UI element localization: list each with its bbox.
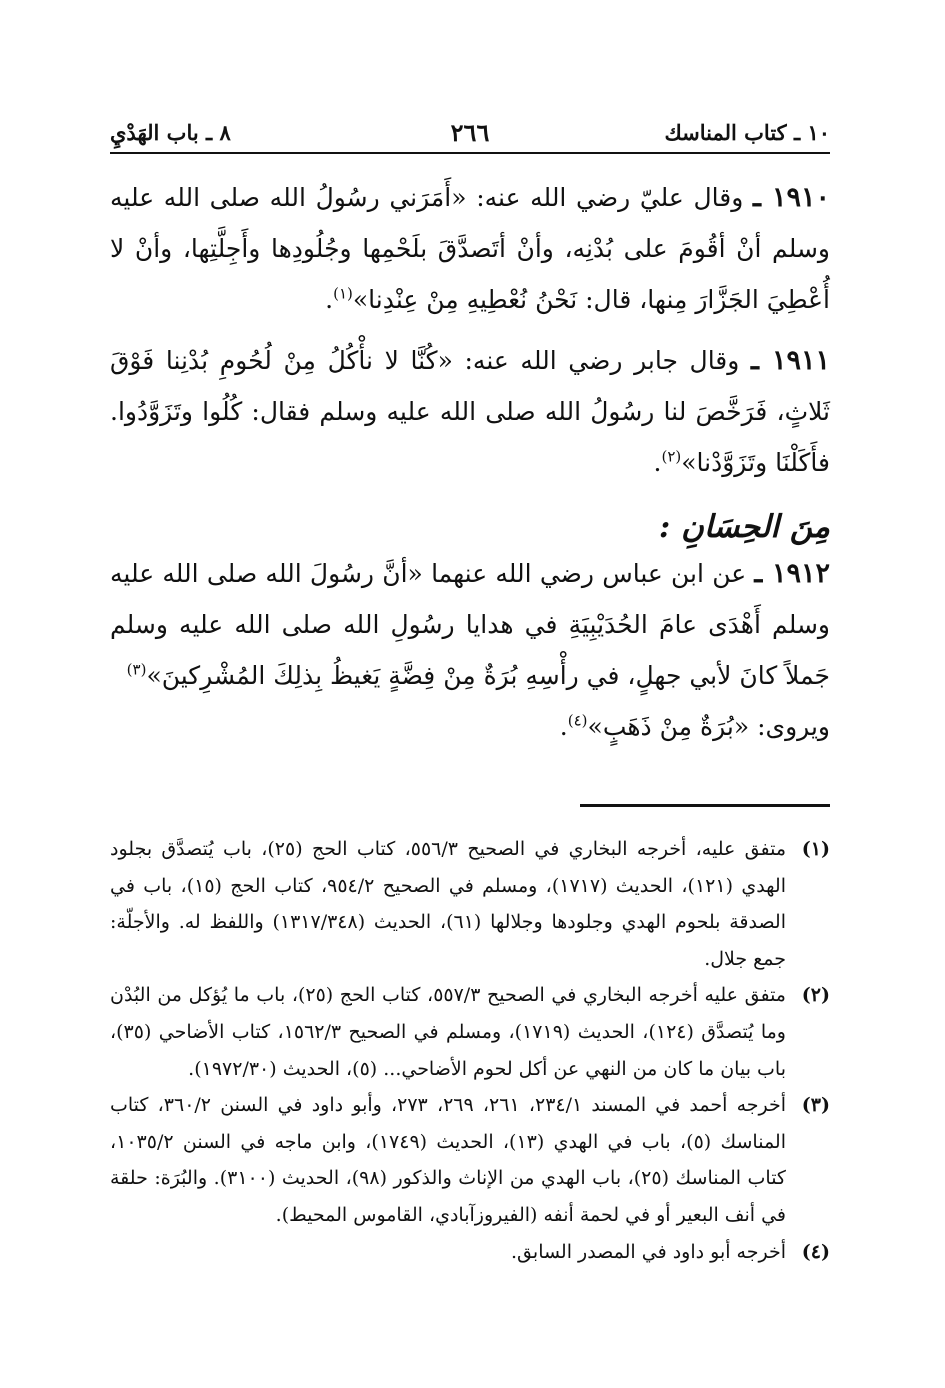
hadith-1911	[110, 335, 830, 488]
chapter-title: ١٠ ـ كتاب المناسك	[664, 120, 830, 145]
footnote-text: متفق عليه أخرجه البخاري في الصحيح ٥٥٧/٣، كتاب الحج (٢٥)، باب ما يُؤكل من البُدْن وما يُتصدَّق (١٢٤)، الحديث (١٧١٩)، ومسلم في الصحيح ١٥٦٢/٣، كتاب الأضاحي (٣٥)، باب بيان ما كان من النهي عن أكل لحوم الأضاحي... (٥)، الحديث (١٩٧٢/٣٠).	[110, 984, 786, 1080]
footnote-number: (١)	[801, 838, 830, 860]
section-heading: مِنَ الحِسَانِ :	[658, 509, 830, 545]
hadith-1912	[110, 548, 830, 752]
footnote-text: متفق عليه، أخرجه البخاري في الصحيح ٥٥٦/٣، كتاب الحج (٢٥)، باب يُتصدَّق بجلود الهدي (١٢١)، الحديث (١٧١٧)، ومسلم في الصحيح ٩٥٤/٢، كتاب الحج (١٥)، باب في الصدقة بلحوم الهدي وجلودها وجلالها (٦١)، الحديث (١٣١٧/٣٤٨) واللفظ له. والأجلّة: جمع جلال.	[110, 838, 787, 970]
hadith-text: وقال جابر رضي الله عنه: «كُنَّا لا نأْكُلُ مِنْ لُحُومِ بُدْنِنا فَوْقَ ثَلاثٍ، فَرَخَّصَ لنا رسُولُ الله صلى الله عليه وسلم فقال: كُلُوا وتَزَوَّدُوا. فأَكَلْنَا وتَزَوَّدْنا»	[110, 346, 830, 477]
page-number: ٢٦٦	[450, 118, 490, 147]
footnote-marker: (٢)	[661, 447, 682, 466]
footnote	[110, 831, 830, 977]
footnote-text: أخرجه أبو داود في المصدر السابق.	[511, 1240, 786, 1263]
section-title: ٨ ـ باب الهَدْيِ	[110, 120, 231, 145]
footnote-number: (٤)	[801, 1240, 830, 1263]
hadith-number: ١٩١٢ ـ	[754, 558, 831, 589]
footnote	[110, 977, 830, 1087]
hadith-1910	[110, 172, 830, 325]
footnote-number: (٢)	[801, 984, 830, 1007]
footnotes	[110, 831, 830, 1270]
hadith-text: عن ابن عباس رضي الله عنهما «أنَّ رسُولَ الله صلى الله عليه وسلم أَهْدَى عامَ الحُدَيْبِيَةِ في هدايا رسُولِ الله صلى الله عليه وسلم جَملاً كانَ لأبي جهلٍ، في رأْسِهِ بُرَةٌ مِنْ فِضَّةٍ يَغيظُ بِذلِكَ المُشْرِكينَ»	[110, 559, 830, 690]
hadith-text: وقال عليّ رضي الله عنه: «أَمَرَني رسُولُ الله صلى الله عليه وسلم أنْ أقُومَ على بُدْنِه، وأنْ أتَصدَّقَ بلَحْمِها وجُلُودِها وأَجِلَّتِها، وأنْ لا أُعْطِيَ الجَزَّارَ مِنها، قال: نَحْنُ نُعْطِيهِ مِنْ عِنْدِنا»	[110, 183, 830, 314]
riwaya-text: ويروى: «بُرَةٌ مِنْ ذَهَبٍ»	[587, 712, 830, 741]
book-page	[110, 118, 830, 1270]
footnote-marker: (٤)	[567, 711, 588, 730]
footnote-marker: (١)	[333, 284, 353, 303]
footnote	[110, 1234, 830, 1271]
hadith-number: ١٩١١ ـ	[750, 345, 830, 376]
hadith-end: .	[325, 285, 334, 314]
footnote	[110, 1087, 830, 1233]
hadith-number: ١٩١٠ ـ	[752, 182, 830, 213]
footnote-separator	[580, 804, 830, 807]
hadith-end: .	[653, 448, 662, 477]
footnote-marker: (٣)	[126, 660, 147, 679]
running-header	[110, 118, 830, 154]
footnote-number: (٣)	[801, 1094, 830, 1117]
hadith-end: .	[559, 712, 568, 741]
footnote-text: أخرجه أحمد في المسند ٢٣٤/١، ٢٦١، ٢٦٩، ٢٧٣، وأبو داود في السنن ٣٦٠/٢، كتاب المناسك (٥)، باب في الهدي (١٣)، الحديث (١٧٤٩)، وابن ماجه في السنن ١٠٣٥/٢، كتاب المناسك (٢٥)، باب الهدي من الإناث والذكور (٩٨)، الحديث (٣١٠٠). والبُرَة: حلقة في أنف البعير أو في لحمة أنفه (الفيروزآبادي، القاموس المحيط).	[110, 1094, 787, 1226]
